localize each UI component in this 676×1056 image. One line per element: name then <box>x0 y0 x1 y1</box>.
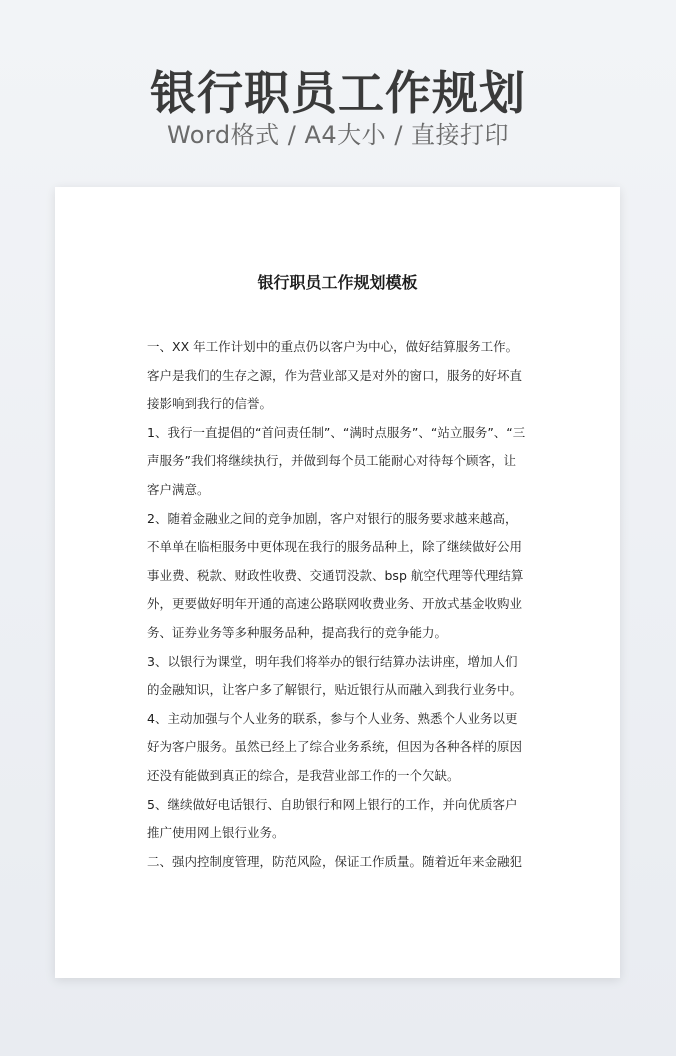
document-line: 事业费、税款、财政性收费、交通罚没款、bsp 航空代理等代理结算 <box>147 567 524 583</box>
document-line: 一、XX 年工作计划中的重点仍以客户为中心，做好结算服务工作。 <box>147 339 519 354</box>
page-title: 银行职员工作规划 <box>150 66 526 120</box>
document-line: 接影响到我行的信誉。 <box>147 396 273 412</box>
document-page <box>55 187 620 978</box>
document-line: 客户满意。 <box>147 481 210 497</box>
document-line: 客户是我们的生存之源，作为营业部又是对外的窗口，服务的好坏直 <box>147 367 523 383</box>
document-line: 务、证券业务等多种服务品种，提高我行的竞争能力。 <box>147 624 448 640</box>
document-line: 2、随着金融业之间的竞争加剧，客户对银行的服务要求越来越高， <box>147 510 518 526</box>
document-line: 1、我行一直提倡的“首问责任制”、“满时点服务”、“站立服务”、“三 <box>147 424 526 440</box>
document-line: 的金融知识，让客户多了解银行，贴近银行从而融入到我行业务中。 <box>147 682 523 698</box>
document-title: 银行职员工作规划模板 <box>257 273 418 292</box>
document-line: 推广使用网上银行业务。 <box>147 825 285 841</box>
document-line: 好为客户服务。虽然已经上了综合业务系统，但因为各种各样的原因 <box>147 739 523 755</box>
document-line: 声服务”我们将继续执行，并做到每个员工能耐心对待每个顾客，让 <box>147 453 516 469</box>
document-line: 3、以银行为课堂，明年我们将举办的银行结算办法讲座，增加人们 <box>147 653 518 669</box>
document-line: 还没有能做到真正的综合，是我营业部工作的一个欠缺。 <box>147 767 460 783</box>
document-line: 4、主动加强与个人业务的联系，参与个人业务、熟悉个人业务以更 <box>147 710 518 726</box>
page-subtitle: Word格式 / A4大小 / 直接打印 <box>166 121 510 149</box>
document-line: 5、继续做好电话银行、自助银行和网上银行的工作，并向优质客户 <box>147 796 518 812</box>
document-body <box>147 333 532 876</box>
document-line: 不单单在临柜服务中更体现在我行的服务品种上，除了继续做好公用 <box>147 539 523 555</box>
document-line: 二、强内控制度管理，防范风险，保证工作质量。随着近年来金融犯 <box>147 853 523 869</box>
document-line: 外，更要做好明年开通的高速公路联网收费业务、开放式基金收购业 <box>147 596 523 612</box>
